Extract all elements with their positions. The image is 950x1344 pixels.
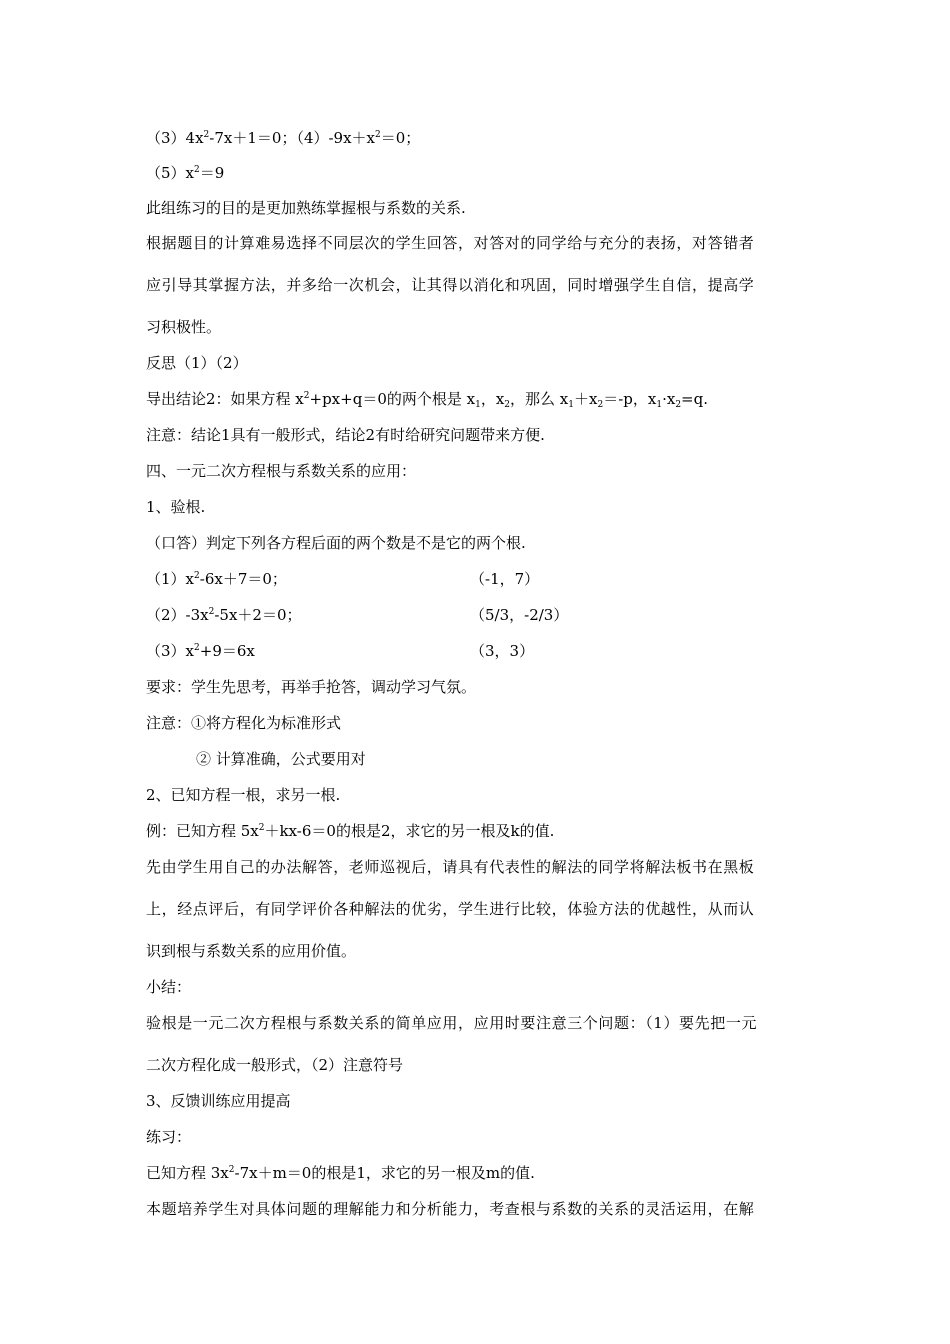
example-line: 例：已知方程 $5x^2+kx-6=0$的根是2，求它的另一根及k的值. bbox=[146, 822, 555, 840]
equation-item-1: $(1)x^2-6x+7=0$； （-1，7） bbox=[146, 570, 540, 588]
subsection-heading: 1、验根. bbox=[146, 498, 206, 516]
note-line: 注意：结论1具有一般形式，结论2有时给研究问题带来方便. bbox=[146, 426, 545, 444]
exercise-line: 已知方程 $3x^2-7x+m=0$的根是1，求它的另一根及m的值. bbox=[146, 1164, 535, 1182]
paragraph-line: 习积极性。 bbox=[146, 318, 222, 336]
conclusion-2-line: 导出结论2：如果方程 $x^2+px+q=0$的两个根是 $x_1$，$x_2$，那么 $x_1+x_2=-p$，$x_1\cdot x_2=q$. bbox=[146, 390, 708, 410]
equation-item-3: $(3)x^2+9=6x$ （3，3） bbox=[146, 642, 535, 660]
paragraph-purpose: 此组练习的目的是更加熟练掌握根与系数的关系. bbox=[146, 199, 466, 217]
paragraph-line: 应引导其掌握方法，并多给一次机会，让其得以消化和巩固，同时增强学生自信，提高学 bbox=[146, 276, 755, 294]
paragraph-line: 验根是一元二次方程根与系数关系的简单应用，应用时要注意三个问题：（1）要先把一元 bbox=[146, 1014, 758, 1032]
exercise-line-5: $(5)x^2=9$ bbox=[146, 164, 225, 182]
requirement-line: 要求：学生先思考，再举手抢答，调动学习气氛。 bbox=[146, 678, 477, 696]
reflection-line: 反思（1）（2） bbox=[146, 354, 248, 372]
paragraph-line: 二次方程化成一般形式，（2）注意符号 bbox=[146, 1056, 404, 1074]
exercise-line-3-4: $(3)4x^2-7x+1=0$；$(4)-9x+x^2=0$； bbox=[146, 129, 421, 147]
paragraph-line: 上，经点评后，有同学评价各种解法的优劣，学生进行比较，体验方法的优越性，从而认 bbox=[146, 900, 755, 918]
summary-heading: 小结： bbox=[146, 978, 192, 996]
note-line: ② 计算准确，公式要用对 bbox=[196, 750, 366, 768]
exercise-heading: 练习： bbox=[146, 1128, 192, 1146]
subsection-heading: 2、已知方程一根，求另一根. bbox=[146, 786, 341, 804]
instruction-line: （口答）判定下列各方程后面的两个数是不是它的两个根. bbox=[146, 534, 526, 552]
candidate-roots: （3，3） bbox=[470, 642, 535, 660]
section-heading: 四、一元二次方程根与系数关系的应用： bbox=[146, 462, 417, 480]
paragraph-line: 先由学生用自己的办法解答，老师巡视后，请具有代表性的解法的同学将解法板书在黑板 bbox=[146, 858, 755, 876]
candidate-roots: （5/3，-2/3） bbox=[470, 606, 569, 624]
note-line: 注意：①将方程化为标准形式 bbox=[146, 714, 342, 732]
subsection-heading: 3、反馈训练应用提高 bbox=[146, 1092, 291, 1110]
candidate-roots: （-1，7） bbox=[470, 570, 540, 588]
paragraph-line: 识到根与系数关系的应用价值。 bbox=[146, 942, 357, 960]
paragraph-line: 根据题目的计算难易选择不同层次的学生回答，对答对的同学给与充分的表扬，对答错者 bbox=[146, 234, 755, 252]
paragraph-line: 本题培养学生对具体问题的理解能力和分析能力，考查根与系数的关系的灵活运用，在解 bbox=[146, 1200, 755, 1218]
equation-item-2: $(2)-3x^2-5x+2=0$； （5/3，-2/3） bbox=[146, 606, 569, 624]
